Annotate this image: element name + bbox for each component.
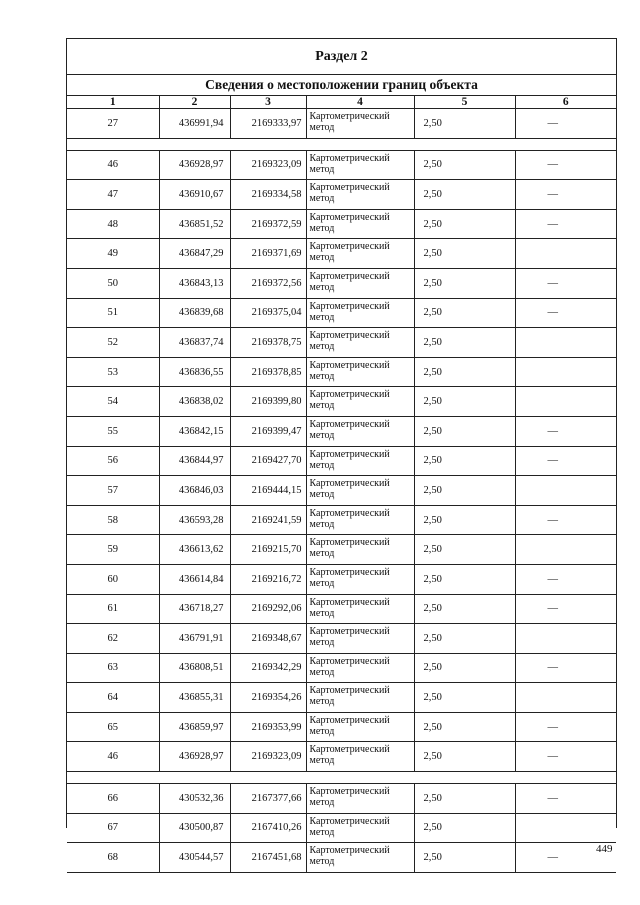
method-cell: Картометрический метод (306, 239, 414, 269)
description-cell: — (515, 712, 616, 742)
description-cell: — (515, 564, 616, 594)
table-row (67, 109, 616, 139)
description-cell: — (515, 653, 616, 683)
table-row (67, 357, 616, 387)
point-number-cell: 50 (67, 268, 159, 298)
point-number-cell: 61 (67, 594, 159, 624)
method-cell: Картометрический метод (306, 109, 414, 139)
y-coordinate-cell: 2167410,26 (230, 813, 306, 843)
precision-cell: 2,50 (414, 813, 515, 843)
column-header: 4 (306, 96, 414, 109)
precision-cell: 2,50 (414, 239, 515, 269)
description-cell: — (515, 784, 616, 814)
y-coordinate-cell: 2169333,97 (230, 109, 306, 139)
description-cell: — (515, 505, 616, 535)
method-cell: Картометрический метод (306, 357, 414, 387)
x-coordinate-cell: 436837,74 (159, 328, 230, 358)
description-cell: — (515, 298, 616, 328)
description-cell (515, 624, 616, 654)
y-coordinate-cell: 2169342,29 (230, 653, 306, 683)
precision-cell: 2,50 (414, 653, 515, 683)
precision-cell: 2,50 (414, 209, 515, 239)
table-row (67, 712, 616, 742)
point-number-cell: 54 (67, 387, 159, 417)
table-row (67, 653, 616, 683)
y-coordinate-cell: 2169378,85 (230, 357, 306, 387)
table-row (67, 209, 616, 239)
table-row (67, 683, 616, 713)
point-number-cell: 64 (67, 683, 159, 713)
point-number-cell: 58 (67, 505, 159, 535)
table-row (67, 564, 616, 594)
method-cell: Картометрический метод (306, 564, 414, 594)
precision-cell: 2,50 (414, 564, 515, 594)
y-coordinate-cell: 2169323,09 (230, 150, 306, 180)
precision-cell: 2,50 (414, 298, 515, 328)
table-row (67, 624, 616, 654)
table-row (67, 784, 616, 814)
description-cell (515, 239, 616, 269)
precision-cell: 2,50 (414, 683, 515, 713)
x-coordinate-cell: 436928,97 (159, 150, 230, 180)
method-cell: Картометрический метод (306, 180, 414, 210)
x-coordinate-cell: 436991,94 (159, 109, 230, 139)
x-coordinate-cell: 436843,13 (159, 268, 230, 298)
column-header: 5 (414, 96, 515, 109)
y-coordinate-cell: 2169323,09 (230, 742, 306, 772)
y-coordinate-cell: 2169427,70 (230, 446, 306, 476)
precision-cell: 2,50 (414, 328, 515, 358)
point-number-cell: 60 (67, 564, 159, 594)
table-row (67, 328, 616, 358)
point-number-cell: 27 (67, 109, 159, 139)
method-cell: Картометрический метод (306, 535, 414, 565)
description-cell: — (515, 742, 616, 772)
method-cell: Картометрический метод (306, 813, 414, 843)
table-row (67, 594, 616, 624)
x-coordinate-cell: 436808,51 (159, 653, 230, 683)
precision-cell: 2,50 (414, 742, 515, 772)
method-cell: Картометрический метод (306, 476, 414, 506)
precision-cell: 2,50 (414, 505, 515, 535)
method-cell: Картометрический метод (306, 653, 414, 683)
y-coordinate-cell: 2169444,15 (230, 476, 306, 506)
description-cell: — (515, 446, 616, 476)
y-coordinate-cell: 2169378,75 (230, 328, 306, 358)
separator-cell (67, 772, 616, 784)
method-cell: Картометрический метод (306, 298, 414, 328)
point-number-cell: 46 (67, 150, 159, 180)
precision-cell: 2,50 (414, 180, 515, 210)
method-cell: Картометрический метод (306, 742, 414, 772)
x-coordinate-cell: 436859,97 (159, 712, 230, 742)
table-row (67, 416, 616, 446)
y-coordinate-cell: 2169375,04 (230, 298, 306, 328)
point-number-cell: 66 (67, 784, 159, 814)
point-number-cell: 63 (67, 653, 159, 683)
point-number-cell: 47 (67, 180, 159, 210)
y-coordinate-cell: 2169399,47 (230, 416, 306, 446)
column-header: 2 (159, 96, 230, 109)
description-cell: — (515, 268, 616, 298)
x-coordinate-cell: 430500,87 (159, 813, 230, 843)
point-number-cell: 55 (67, 416, 159, 446)
table-row (67, 813, 616, 843)
method-cell: Картометрический метод (306, 387, 414, 417)
description-cell: — (515, 109, 616, 139)
precision-cell: 2,50 (414, 476, 515, 506)
precision-cell: 2,50 (414, 784, 515, 814)
precision-cell: 2,50 (414, 268, 515, 298)
table-row (67, 843, 616, 873)
method-cell: Картометрический метод (306, 328, 414, 358)
point-number-cell: 62 (67, 624, 159, 654)
point-number-cell: 53 (67, 357, 159, 387)
x-coordinate-cell: 436791,91 (159, 624, 230, 654)
table-row (67, 180, 616, 210)
x-coordinate-cell: 430532,36 (159, 784, 230, 814)
table-subtitle: Сведения о местоположении границ объекта (67, 75, 616, 96)
description-cell (515, 357, 616, 387)
description-cell (515, 476, 616, 506)
method-cell: Картометрический метод (306, 446, 414, 476)
x-coordinate-cell: 430544,57 (159, 843, 230, 873)
point-number-cell: 65 (67, 712, 159, 742)
y-coordinate-cell: 2169216,72 (230, 564, 306, 594)
precision-cell: 2,50 (414, 416, 515, 446)
y-coordinate-cell: 2169348,67 (230, 624, 306, 654)
table-row (67, 239, 616, 269)
x-coordinate-cell: 436614,84 (159, 564, 230, 594)
y-coordinate-cell: 2169334,58 (230, 180, 306, 210)
y-coordinate-cell: 2169399,80 (230, 387, 306, 417)
separator-cell (67, 138, 616, 150)
x-coordinate-cell: 436842,15 (159, 416, 230, 446)
y-coordinate-cell: 2169354,26 (230, 683, 306, 713)
precision-cell: 2,50 (414, 387, 515, 417)
description-cell (515, 683, 616, 713)
column-header: 6 (515, 96, 616, 109)
method-cell: Картометрический метод (306, 150, 414, 180)
x-coordinate-cell: 436847,29 (159, 239, 230, 269)
point-number-cell: 48 (67, 209, 159, 239)
y-coordinate-cell: 2169241,59 (230, 505, 306, 535)
method-cell: Картометрический метод (306, 594, 414, 624)
precision-cell: 2,50 (414, 109, 515, 139)
point-number-cell: 56 (67, 446, 159, 476)
x-coordinate-cell: 436928,97 (159, 742, 230, 772)
description-cell (515, 535, 616, 565)
x-coordinate-cell: 436836,55 (159, 357, 230, 387)
point-number-cell: 51 (67, 298, 159, 328)
method-cell: Картометрический метод (306, 843, 414, 873)
description-cell: — (515, 594, 616, 624)
x-coordinate-cell: 436846,03 (159, 476, 230, 506)
page-number: 449 (596, 843, 613, 855)
precision-cell: 2,50 (414, 535, 515, 565)
x-coordinate-cell: 436839,68 (159, 298, 230, 328)
table-row (67, 446, 616, 476)
y-coordinate-cell: 2169292,06 (230, 594, 306, 624)
contour-separator-row (67, 772, 616, 784)
description-cell: — (515, 209, 616, 239)
x-coordinate-cell: 436855,31 (159, 683, 230, 713)
table-row (67, 505, 616, 535)
description-cell (515, 387, 616, 417)
method-cell: Картометрический метод (306, 209, 414, 239)
point-number-cell: 46 (67, 742, 159, 772)
x-coordinate-cell: 436838,02 (159, 387, 230, 417)
document-frame (66, 38, 617, 868)
y-coordinate-cell: 2169371,69 (230, 239, 306, 269)
point-number-cell: 52 (67, 328, 159, 358)
method-cell: Картометрический метод (306, 416, 414, 446)
point-number-cell: 67 (67, 813, 159, 843)
description-cell: — (515, 416, 616, 446)
description-cell: — (515, 150, 616, 180)
x-coordinate-cell: 436718,27 (159, 594, 230, 624)
precision-cell: 2,50 (414, 446, 515, 476)
y-coordinate-cell: 2167377,66 (230, 784, 306, 814)
section-title: Раздел 2 (67, 39, 616, 75)
y-coordinate-cell: 2169353,99 (230, 712, 306, 742)
point-number-cell: 68 (67, 843, 159, 873)
table-row (67, 298, 616, 328)
x-coordinate-cell: 436593,28 (159, 505, 230, 535)
precision-cell: 2,50 (414, 594, 515, 624)
table-row (67, 268, 616, 298)
precision-cell: 2,50 (414, 624, 515, 654)
x-coordinate-cell: 436613,62 (159, 535, 230, 565)
method-cell: Картометрический метод (306, 624, 414, 654)
method-cell: Картометрический метод (306, 268, 414, 298)
y-coordinate-cell: 2169215,70 (230, 535, 306, 565)
point-number-cell: 59 (67, 535, 159, 565)
description-cell (515, 813, 616, 843)
y-coordinate-cell: 2167451,68 (230, 843, 306, 873)
point-number-cell: 49 (67, 239, 159, 269)
method-cell: Картометрический метод (306, 683, 414, 713)
method-cell: Картометрический метод (306, 784, 414, 814)
table-row (67, 387, 616, 417)
table-row (67, 742, 616, 772)
method-cell: Картометрический метод (306, 712, 414, 742)
table-row (67, 150, 616, 180)
y-coordinate-cell: 2169372,59 (230, 209, 306, 239)
point-number-cell: 57 (67, 476, 159, 506)
table-row (67, 535, 616, 565)
x-coordinate-cell: 436844,97 (159, 446, 230, 476)
x-coordinate-cell: 436910,67 (159, 180, 230, 210)
boundary-table (67, 96, 616, 873)
method-cell: Картометрический метод (306, 505, 414, 535)
precision-cell: 2,50 (414, 150, 515, 180)
contour-separator-row (67, 138, 616, 150)
precision-cell: 2,50 (414, 843, 515, 873)
precision-cell: 2,50 (414, 357, 515, 387)
description-cell (515, 328, 616, 358)
table-row (67, 476, 616, 506)
x-coordinate-cell: 436851,52 (159, 209, 230, 239)
precision-cell: 2,50 (414, 712, 515, 742)
description-cell: — (515, 843, 616, 873)
column-header: 1 (67, 96, 159, 109)
description-cell: — (515, 180, 616, 210)
y-coordinate-cell: 2169372,56 (230, 268, 306, 298)
column-header-row (67, 96, 616, 109)
column-header: 3 (230, 96, 306, 109)
